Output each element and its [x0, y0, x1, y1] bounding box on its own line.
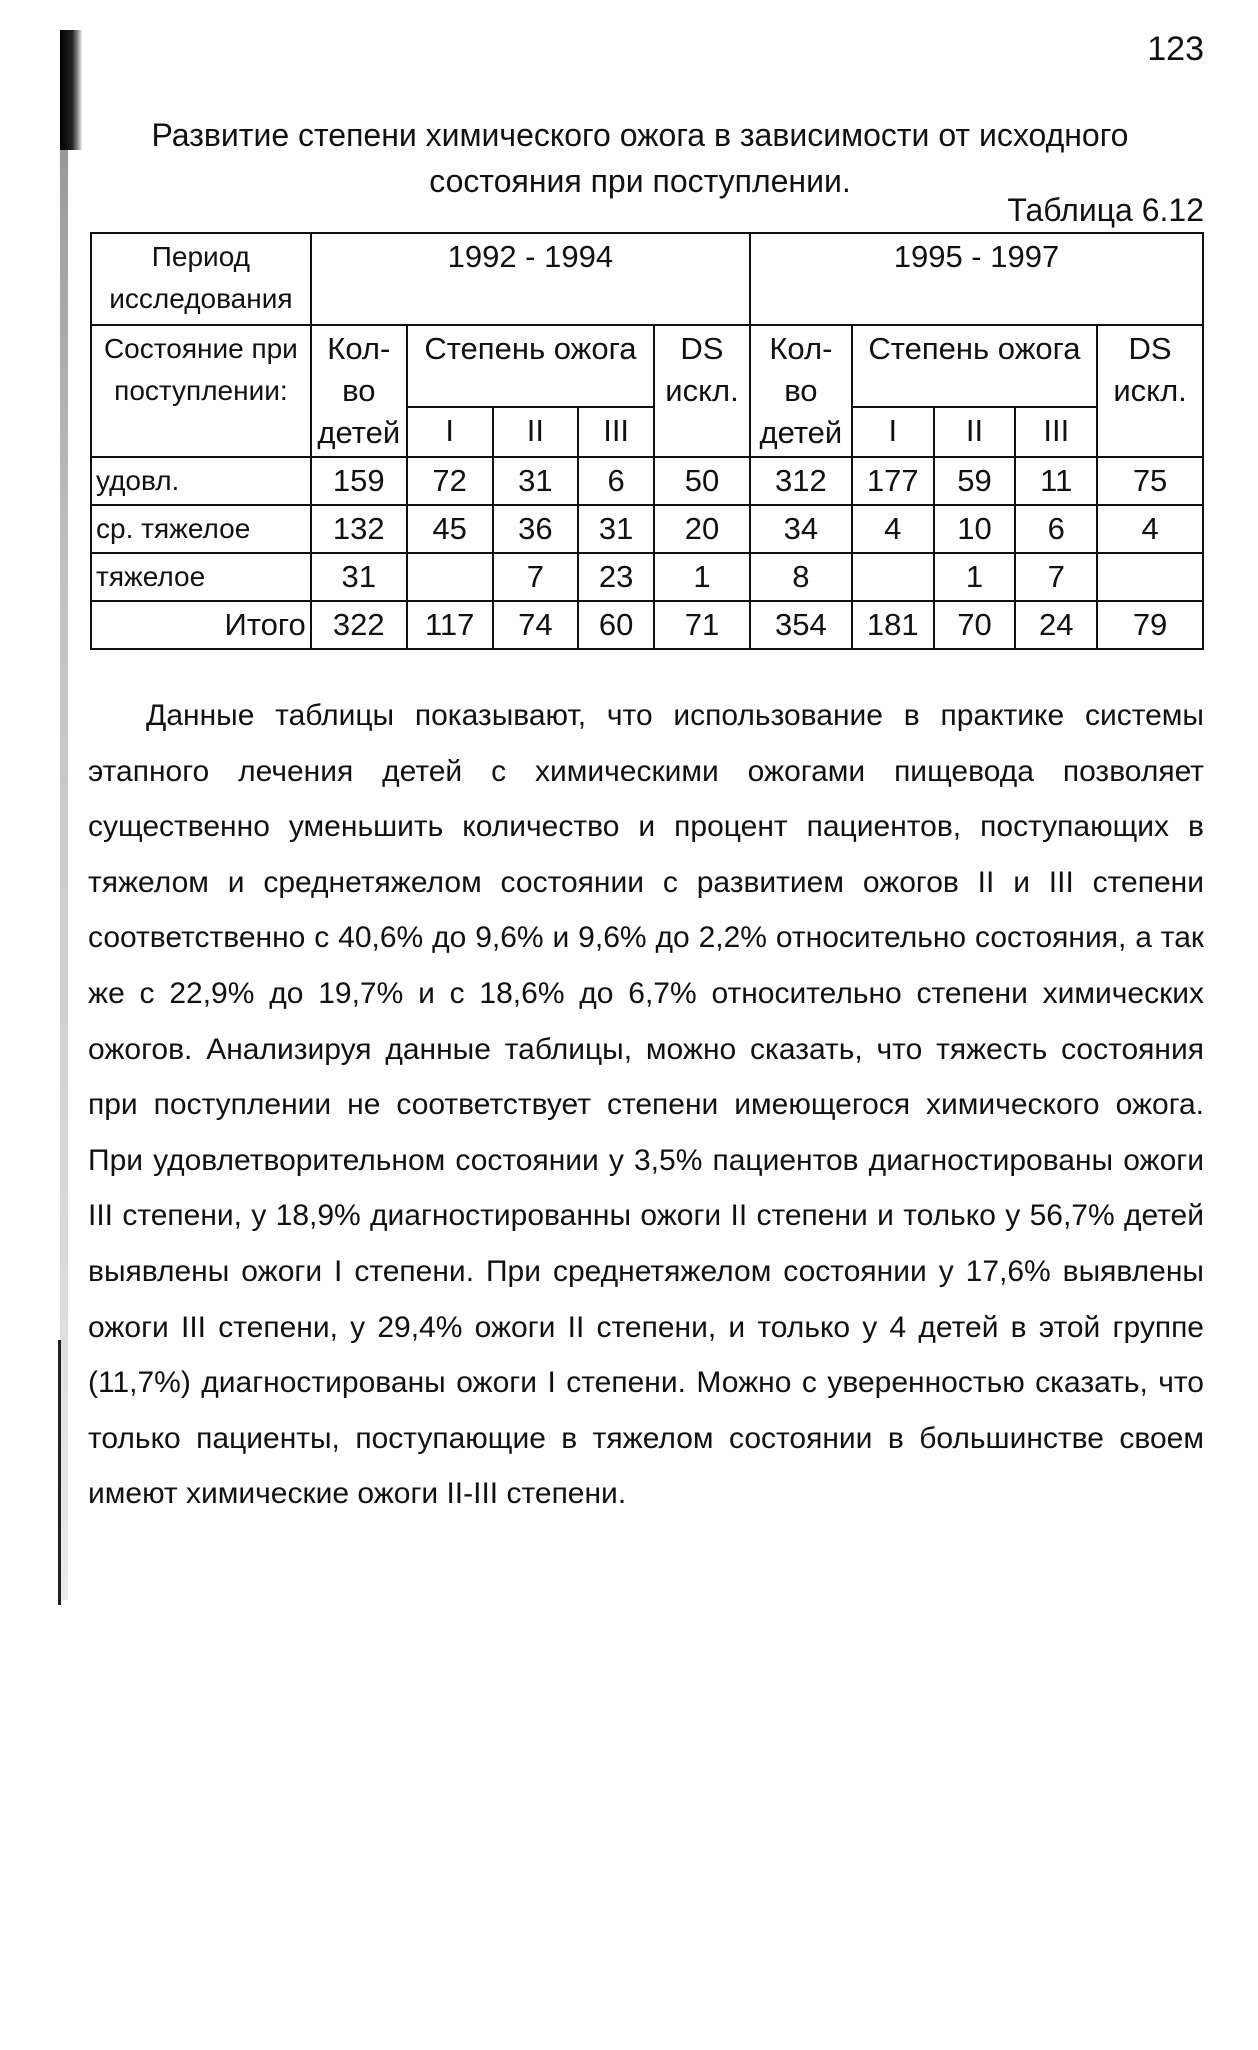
table-cell: 8: [750, 553, 852, 601]
table-cell: 59: [934, 457, 1016, 505]
ds-header-1: DS искл.: [654, 325, 750, 457]
table-cell: 75: [1097, 457, 1203, 505]
table-cell: 70: [934, 601, 1016, 649]
row-label: тяжелое: [91, 553, 311, 601]
table-cell: 60: [578, 601, 654, 649]
table-title: Развитие степени химического ожога в зависимости от исходного состояния при поступлении.: [151, 117, 1129, 199]
table-cell: 50: [654, 457, 750, 505]
table-cell: 1: [654, 553, 750, 601]
table-cell: 181: [852, 601, 934, 649]
degree-iii-1: III: [578, 407, 654, 457]
page-edge-shadow: [60, 150, 68, 1600]
table-cell: 4: [852, 505, 934, 553]
table-cell: 72: [407, 457, 493, 505]
table-cell: 74: [493, 601, 579, 649]
paragraph: Данные таблицы показывают, что использование в практике системы этапного лечения детей с химическими ожогами пищевода позволяет существенно уменьшить количество и процент пациентов, поступающих в тяжелом и среднетяжелом состоянии с развитием ожогов II и III степени соответственно с 40,6% до 9,6% и 9,6% до 2,2% относительно состояния, а так же с 22,9% до 19,7% и с 18,6% до 6,7% относительно степени химических ожогов. Анализируя данные таблицы, можно сказать, что тяжесть состояния при поступлении не соответствует степени имеющегося химического ожога. При удовлетворительном состоянии у 3,5% пациентов диагностированы ожоги III степени, у 18,9% диагностированны ожоги II степени и только у 56,7% детей выявлены ожоги I степени. При среднетяжелом состоянии у 17,6% выявлены ожоги III степени, у 29,4% ожоги II степени, и только у 4 детей в этой группе (11,7%) диагностированы ожоги I степени. Можно с уверенностью сказать, что только пациенты, поступающие в тяжелом состоянии в большинстве своем имеют химические ожоги II-III степени.: [88, 699, 1204, 1511]
table-cell: 7: [1015, 553, 1097, 601]
page-number: 123: [1147, 30, 1204, 68]
table-cell: [852, 553, 934, 601]
table-cell: 45: [407, 505, 493, 553]
table-cell: 117: [407, 601, 493, 649]
table-cell: 79: [1097, 601, 1203, 649]
total-label: Итого: [91, 601, 311, 649]
table-cell: [1097, 553, 1203, 601]
table-cell: 31: [311, 553, 407, 601]
table-cell: 31: [578, 505, 654, 553]
table-row: [91, 457, 1203, 505]
table-cell: 354: [750, 601, 852, 649]
degree-header-1: Степень ожога: [407, 325, 654, 407]
row-label: удовл.: [91, 457, 311, 505]
degree-iii-2: III: [1015, 407, 1097, 457]
table-row: [91, 505, 1203, 553]
body-text: [88, 688, 1204, 1522]
period-1: 1992 - 1994: [311, 233, 750, 325]
period-header: Период исследования: [91, 233, 311, 325]
table-cell: 6: [578, 457, 654, 505]
table-cell: 312: [750, 457, 852, 505]
table-cell: 20: [654, 505, 750, 553]
table-cell: [407, 553, 493, 601]
table-caption: Таблица 6.12: [1007, 192, 1204, 228]
table-cell: 322: [311, 601, 407, 649]
table-cell: 23: [578, 553, 654, 601]
table-row-total: [91, 601, 1203, 649]
table-cell: 24: [1015, 601, 1097, 649]
degree-i-2: I: [852, 407, 934, 457]
table-cell: 36: [493, 505, 579, 553]
table-cell: 10: [934, 505, 1016, 553]
state-header: Состояние при поступлении:: [91, 325, 311, 457]
table-cell: 159: [311, 457, 407, 505]
degree-header-2: Степень ожога: [852, 325, 1097, 407]
table-cell: 7: [493, 553, 579, 601]
row-label: ср. тяжелое: [91, 505, 311, 553]
book-spine-shadow: [60, 30, 82, 150]
degree-i-1: I: [407, 407, 493, 457]
table-cell: 177: [852, 457, 934, 505]
table-cell: 1: [934, 553, 1016, 601]
table-cell: 71: [654, 601, 750, 649]
table-cell: 31: [493, 457, 579, 505]
table-cell: 132: [311, 505, 407, 553]
degree-ii-2: II: [934, 407, 1016, 457]
period-2: 1995 - 1997: [750, 233, 1203, 325]
count-header-1: Кол-во детей: [311, 325, 407, 457]
count-header-2: Кол-во детей: [750, 325, 852, 457]
table-cell: 11: [1015, 457, 1097, 505]
degree-ii-1: II: [493, 407, 579, 457]
margin-bar: [58, 1340, 61, 1605]
table-cell: 34: [750, 505, 852, 553]
header-row-period: [91, 233, 1203, 325]
burn-degree-table: [90, 232, 1204, 650]
table-cell: 4: [1097, 505, 1203, 553]
header-row-groups: [91, 325, 1203, 407]
table-row: [91, 553, 1203, 601]
ds-header-2: DS искл.: [1097, 325, 1203, 457]
table-cell: 6: [1015, 505, 1097, 553]
